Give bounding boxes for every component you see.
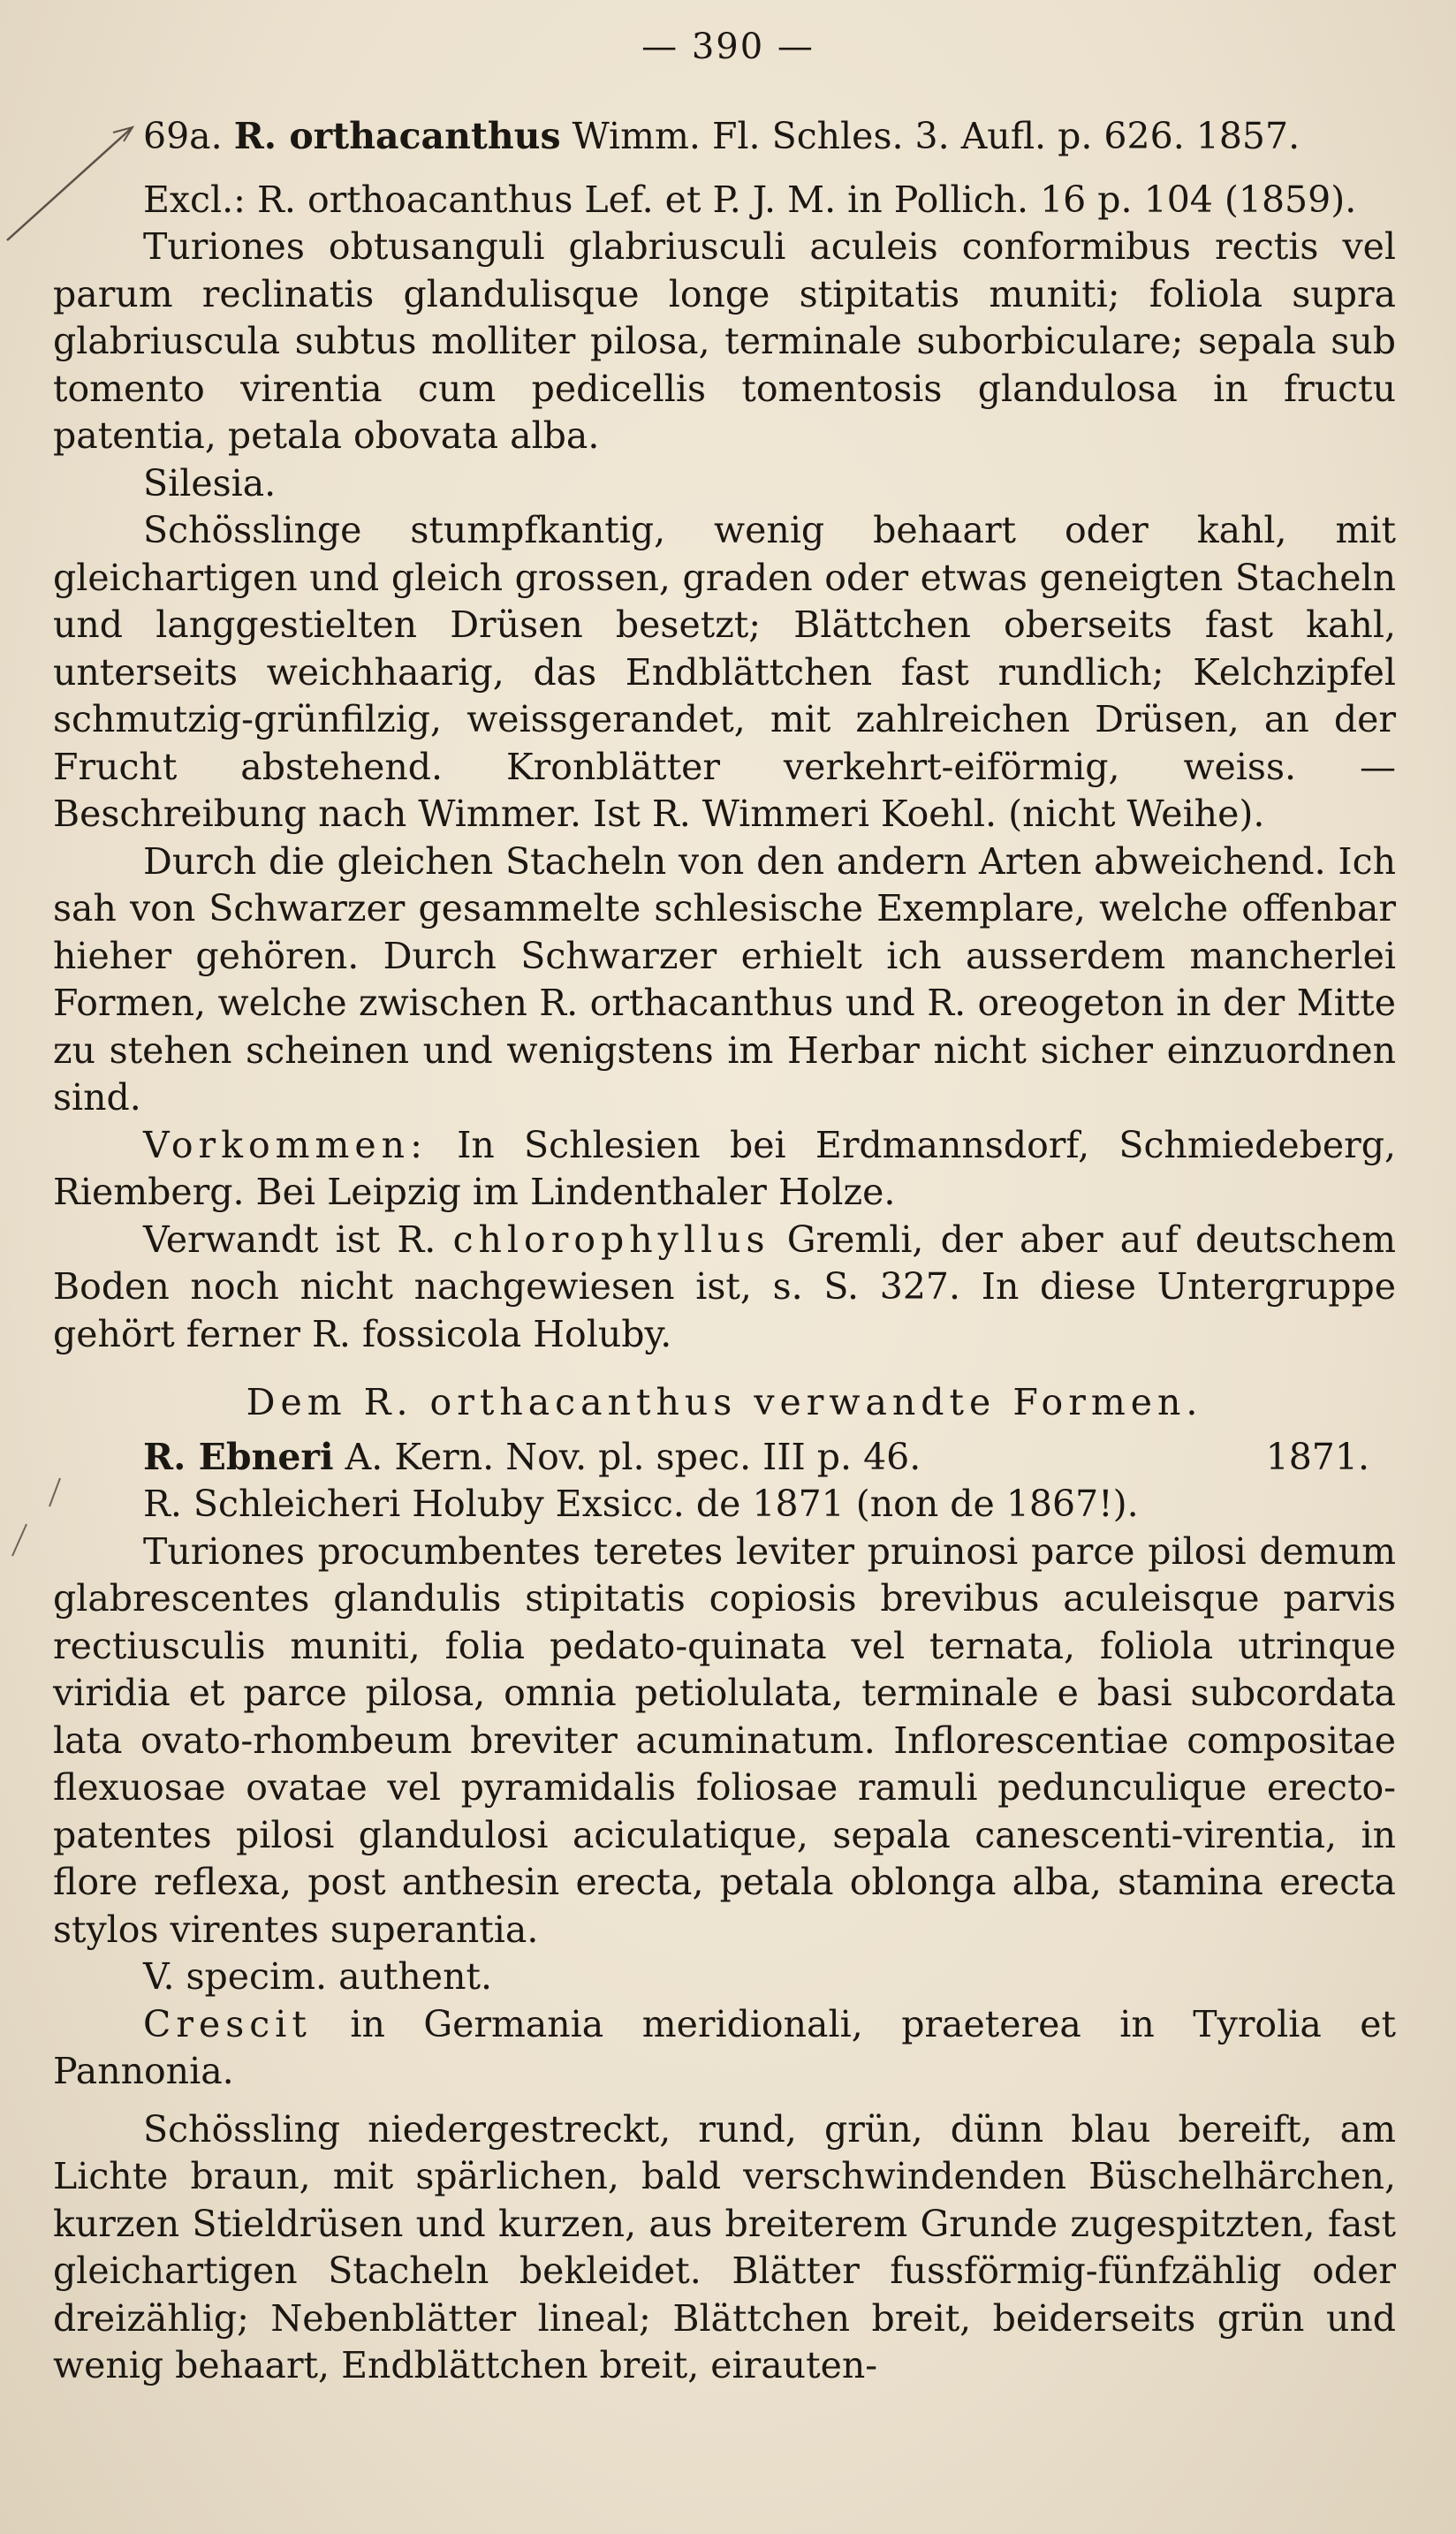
species-synonym: Excl.: R. orthoacanthus Lef. et P. J. M. in Pollich. 16 p. 104 (1859).	[143, 178, 1357, 221]
occurrence-text: In Schlesien bei Erdmannsdorf, Schmiedeberg, Riemberg. Bei Leipzig im Lindenthaler Holze.	[53, 1123, 1396, 1213]
species-citation: Wimm. Fl. Schles. 3. Aufl. p. 626. 1857.	[572, 115, 1301, 157]
ebneri-year: 1871.	[1265, 1435, 1369, 1478]
species-number: 69a.	[143, 115, 223, 157]
species-heading-ebneri	[53, 1434, 1396, 1482]
german-description: Schösslinge stumpfkantig, wenig behaart oder kahl, mit gleichartigen und gleich grossen, graden oder etwas geneigten Stacheln und langgestielten Drüsen besetzt; Blättchen oberseits fast kahl, unterseits weichhaarig, das Endblättchen fast rundlich; Kelchzipfel schmutzig-grünfilzig, weissgerandet, mit zahlreichen Drüsen, an der Frucht abstehend. Kronblätter verkehrt-eiförmig, weiss. — Beschreibung nach Wimmer. Ist R. Wimmeri Koehl. (nicht Weihe).	[53, 509, 1396, 835]
occurrence	[53, 1122, 1396, 1217]
related-species	[53, 1217, 1396, 1359]
ebneri-synonym: R. Schleicheri Holuby Exsicc. de 1871 (non de 1867!).	[143, 1483, 1139, 1525]
species-heading-69a	[53, 113, 1396, 161]
ebneri-citation: A. Kern. Nov. pl. spec. III p. 46.	[345, 1435, 921, 1478]
occurrence-label: Vorkommen:	[143, 1123, 428, 1166]
subheading: Dem R. orthacanthus verwandte Formen.	[246, 1381, 1203, 1423]
related-name: chlorophyllus	[452, 1218, 770, 1261]
related-text: Gremli, der aber auf deutschem Boden noch nicht nachgewiesen ist, s. S. 327. In diese Untergruppe gehört ferner R. fossicola Holuby.	[53, 1218, 1396, 1355]
remarks: Durch die gleichen Stacheln von den andern Arten abweichend. Ich sah von Schwarzer gesammelte schlesische Exemplare, welche offenbar hieher gehören. Durch Schwarzer erhielt ich ausserdem mancherlei Formen, welche zwischen R. orthacanthus und R. oreogeton in der Mitte zu stehen scheinen und wenigstens im Herbar nicht sicher einzuordnen sind.	[53, 839, 1396, 1119]
page-body	[53, 113, 1396, 2390]
habitat-label: Crescit	[143, 2002, 312, 2045]
ebneri-latin-description: Turiones procumbentes teretes leviter pruinosi parce pilosi demum glabrescentes glandulis stipitatis copiosis brevibus aculeisque parvis rectiusculis muniti, folia pedato-quinata vel ternata, foliola utrinque viridia et parce pilosa, omnia petiolulata, terminale e basi subcordata lata ovato-rhombeum breviter acuminatum. Inflorescentiae compositae flexuosae ovatae vel pyramidalis foliosae ramuli pedunculique erecto-patentes pilosi glandulosi aciculatique, sepala canescenti-virentia, in flore reflexa, post anthesin erecta, petala oblonga alba, stamina erecta stylos virentes superantia.	[53, 1529, 1396, 1951]
related-prefix: Verwandt ist R.	[143, 1218, 436, 1261]
habitat-text: in Germania meridionali, praeterea in Tyrolia et Pannonia.	[53, 2002, 1396, 2092]
ebneri-german-description: Schössling niedergestreckt, rund, grün, dünn blau bereift, am Lichte braun, mit spärlichen, bald verschwindenden Büschelhärchen, kurzen Stieldrüsen und kurzen, aus breiterem Grunde zugespitzten, fast gleichartigen Stacheln bekleidet. Blätter fussförmig-fünfzählig oder dreizählig; Nebenblätter lineal; Blättchen breit, beiderseits grün und wenig behaart, Endblättchen breit, eirauten-	[53, 2107, 1396, 2386]
ebneri-habitat	[53, 2001, 1396, 2096]
species-name: R. orthacanthus	[233, 115, 561, 157]
ebneri-specimen: V. specim. authent.	[143, 1955, 492, 1998]
ebneri-name: R. Ebneri	[143, 1435, 334, 1478]
page-number: — 390 —	[641, 27, 815, 67]
region: Silesia.	[143, 461, 277, 505]
latin-description: Turiones obtusanguli glabriusculi aculeis conformibus rectis vel parum reclinatis glandulisque longe stipitatis muniti; foliola supra glabriuscula subtus molliter pilosa, terminale suborbiculare; sepala sub tomento virentia cum pedicellis tomentosis glandulosa in fructu patentia, petala obovata alba.	[53, 225, 1396, 457]
